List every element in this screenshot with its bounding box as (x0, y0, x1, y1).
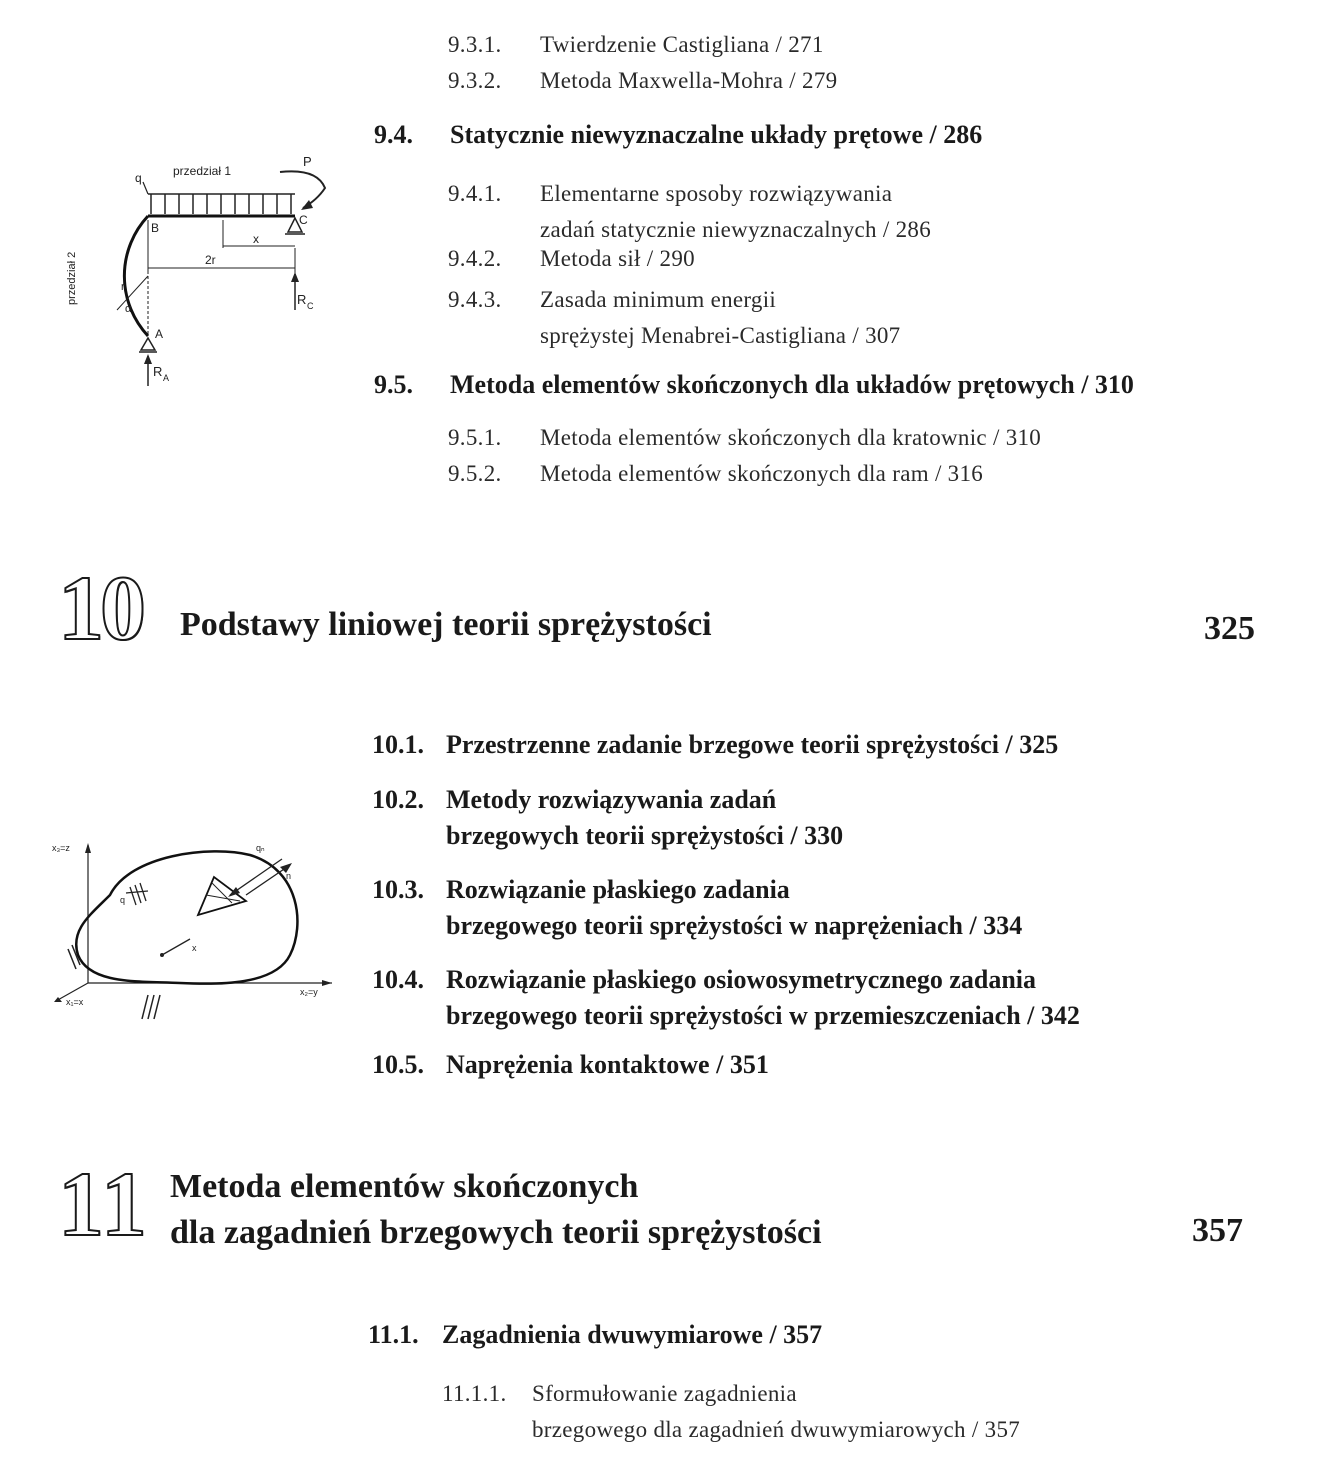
label-RA: R (153, 364, 163, 379)
label-B: B (151, 221, 160, 235)
entry-title-line2: zadań statycznie niewyznaczalnych / 286 (540, 217, 932, 242)
chapter-11-page: 357 (1192, 1212, 1243, 1249)
elastic-body-figure (50, 835, 340, 1030)
chapter-11-title-line1: Metoda elementów skończonych (170, 1168, 639, 1205)
toc-section-9-4[interactable] (374, 120, 982, 150)
section-number: 10.3. (372, 875, 424, 904)
entry-number: 11.1.1. (442, 1381, 507, 1406)
label-qn: qₙ (256, 843, 265, 853)
toc-section-10-4[interactable] (372, 962, 1080, 1034)
label-q: q (120, 895, 126, 905)
entry-title: Metoda elementów skończonych dla kratownic / 310 (540, 425, 1042, 450)
label-A: A (155, 327, 164, 341)
toc-entry-9-3-1[interactable] (448, 32, 824, 58)
section-title-line2: brzegowego teorii sprężystości w przemieszczeniach / 342 (446, 1001, 1080, 1030)
label-x1-x: x₁=x (66, 997, 84, 1007)
entry-title-line1: Zasada minimum energii (540, 287, 777, 312)
label-RC: R (297, 292, 307, 307)
entry-number: 9.3.2. (448, 68, 502, 93)
chapter-10-number: 10 (58, 557, 142, 659)
section-title-line1: Rozwiązanie płaskiego zadania (446, 875, 790, 904)
toc-entry-9-5-2[interactable] (448, 461, 983, 487)
chapter-11-number: 11 (58, 1153, 149, 1255)
entry-number: 9.4.1. (448, 181, 502, 206)
entry-title: Metoda sił / 290 (540, 246, 695, 271)
chapter-11-title[interactable] (170, 1164, 822, 1256)
entry-number: 9.5.1. (448, 425, 502, 450)
label-q: q (135, 171, 142, 185)
label-x: x (253, 232, 259, 246)
label-x2-y: x₂=y (300, 987, 318, 997)
label-przedzial-2: przedział 2 (66, 251, 78, 305)
toc-section-10-5[interactable] (372, 1050, 769, 1080)
section-number: 11.1. (368, 1320, 419, 1349)
section-title: Statycznie niewyznaczalne układy prętowe / 286 (450, 120, 983, 149)
toc-section-10-1[interactable] (372, 730, 1058, 760)
label-alpha: α (125, 303, 132, 315)
toc-section-11-1[interactable] (368, 1320, 822, 1350)
entry-number: 9.4.3. (448, 287, 502, 312)
triangle-element (198, 877, 246, 915)
label-x3-z: x₃=z (52, 843, 70, 853)
toc-section-9-5[interactable] (374, 370, 1134, 400)
section-number: 10.2. (372, 785, 424, 814)
entry-title-line1: Sformułowanie zagadnienia (532, 1381, 797, 1406)
entry-title-line1: Elementarne sposoby rozwiązywania (540, 181, 893, 206)
entry-number: 9.4.2. (448, 246, 502, 271)
section-number: 9.5. (374, 370, 413, 399)
label-RC-subscript: C (307, 301, 314, 311)
chapter-10-page: 325 (1204, 610, 1255, 647)
chapter-11-title-line2: dla zagadnień brzegowych teorii sprężystości (170, 1214, 822, 1251)
section-title: Naprężenia kontaktowe / 351 (446, 1050, 769, 1079)
entry-title-line2: sprężystej Menabrei-Castigliana / 307 (540, 323, 901, 348)
section-title-line2: brzegowego teorii sprężystości w naprężeniach / 334 (446, 911, 1023, 940)
toc-entry-9-5-1[interactable] (448, 425, 1041, 451)
chapter-10-title[interactable]: Podstawy liniowej teorii sprężystości (180, 606, 712, 643)
toc-section-10-2[interactable] (372, 782, 843, 854)
beam-diagram-figure (55, 150, 345, 390)
entry-title: Metoda elementów skończonych dla ram / 316 (540, 461, 984, 486)
toc-entry-11-1-1[interactable] (442, 1376, 1020, 1448)
entry-title: Metoda Maxwella-Mohra / 279 (540, 68, 838, 93)
toc-entry-9-4-2[interactable] (448, 246, 695, 272)
label-C: C (299, 213, 308, 227)
moment-arrow (280, 171, 325, 208)
label-n: n (286, 871, 292, 881)
section-number: 10.5. (372, 1050, 424, 1079)
entry-title: Twierdzenie Castigliana / 271 (540, 32, 824, 57)
distributed-load-arrows (148, 194, 295, 214)
entry-number: 9.5.2. (448, 461, 502, 486)
label-2r: 2r (205, 253, 216, 267)
section-title-line2: brzegowych teorii sprężystości / 330 (446, 821, 844, 850)
section-title-line1: Rozwiązanie płaskiego osiowosymetrycznego zadania (446, 965, 1037, 994)
section-number: 9.4. (374, 120, 413, 149)
label-przedzial-1: przedział 1 (173, 164, 232, 178)
section-title-line1: Metody rozwiązywania zadań (446, 785, 777, 814)
label-x: x (192, 943, 197, 953)
toc-entry-9-4-3[interactable] (448, 282, 900, 354)
curved-member (124, 216, 148, 336)
section-title: Przestrzenne zadanie brzegowe teorii sprężystości / 325 (446, 730, 1059, 759)
toc-entry-9-4-1[interactable] (448, 176, 931, 248)
label-RA-subscript: A (163, 373, 170, 383)
entry-number: 9.3.1. (448, 32, 502, 57)
section-title: Metoda elementów skończonych dla układów prętowych / 310 (450, 370, 1134, 399)
label-P: P (303, 154, 312, 169)
entry-title-line2: brzegowego dla zagadnień dwuwymiarowych / 357 (532, 1417, 1021, 1442)
section-number: 10.4. (372, 965, 424, 994)
toc-entry-9-3-2[interactable] (448, 68, 837, 94)
toc-section-10-3[interactable] (372, 872, 1022, 944)
label-r: r (121, 281, 125, 293)
section-title: Zagadnienia dwuwymiarowe / 357 (442, 1320, 823, 1349)
section-number: 10.1. (372, 730, 424, 759)
